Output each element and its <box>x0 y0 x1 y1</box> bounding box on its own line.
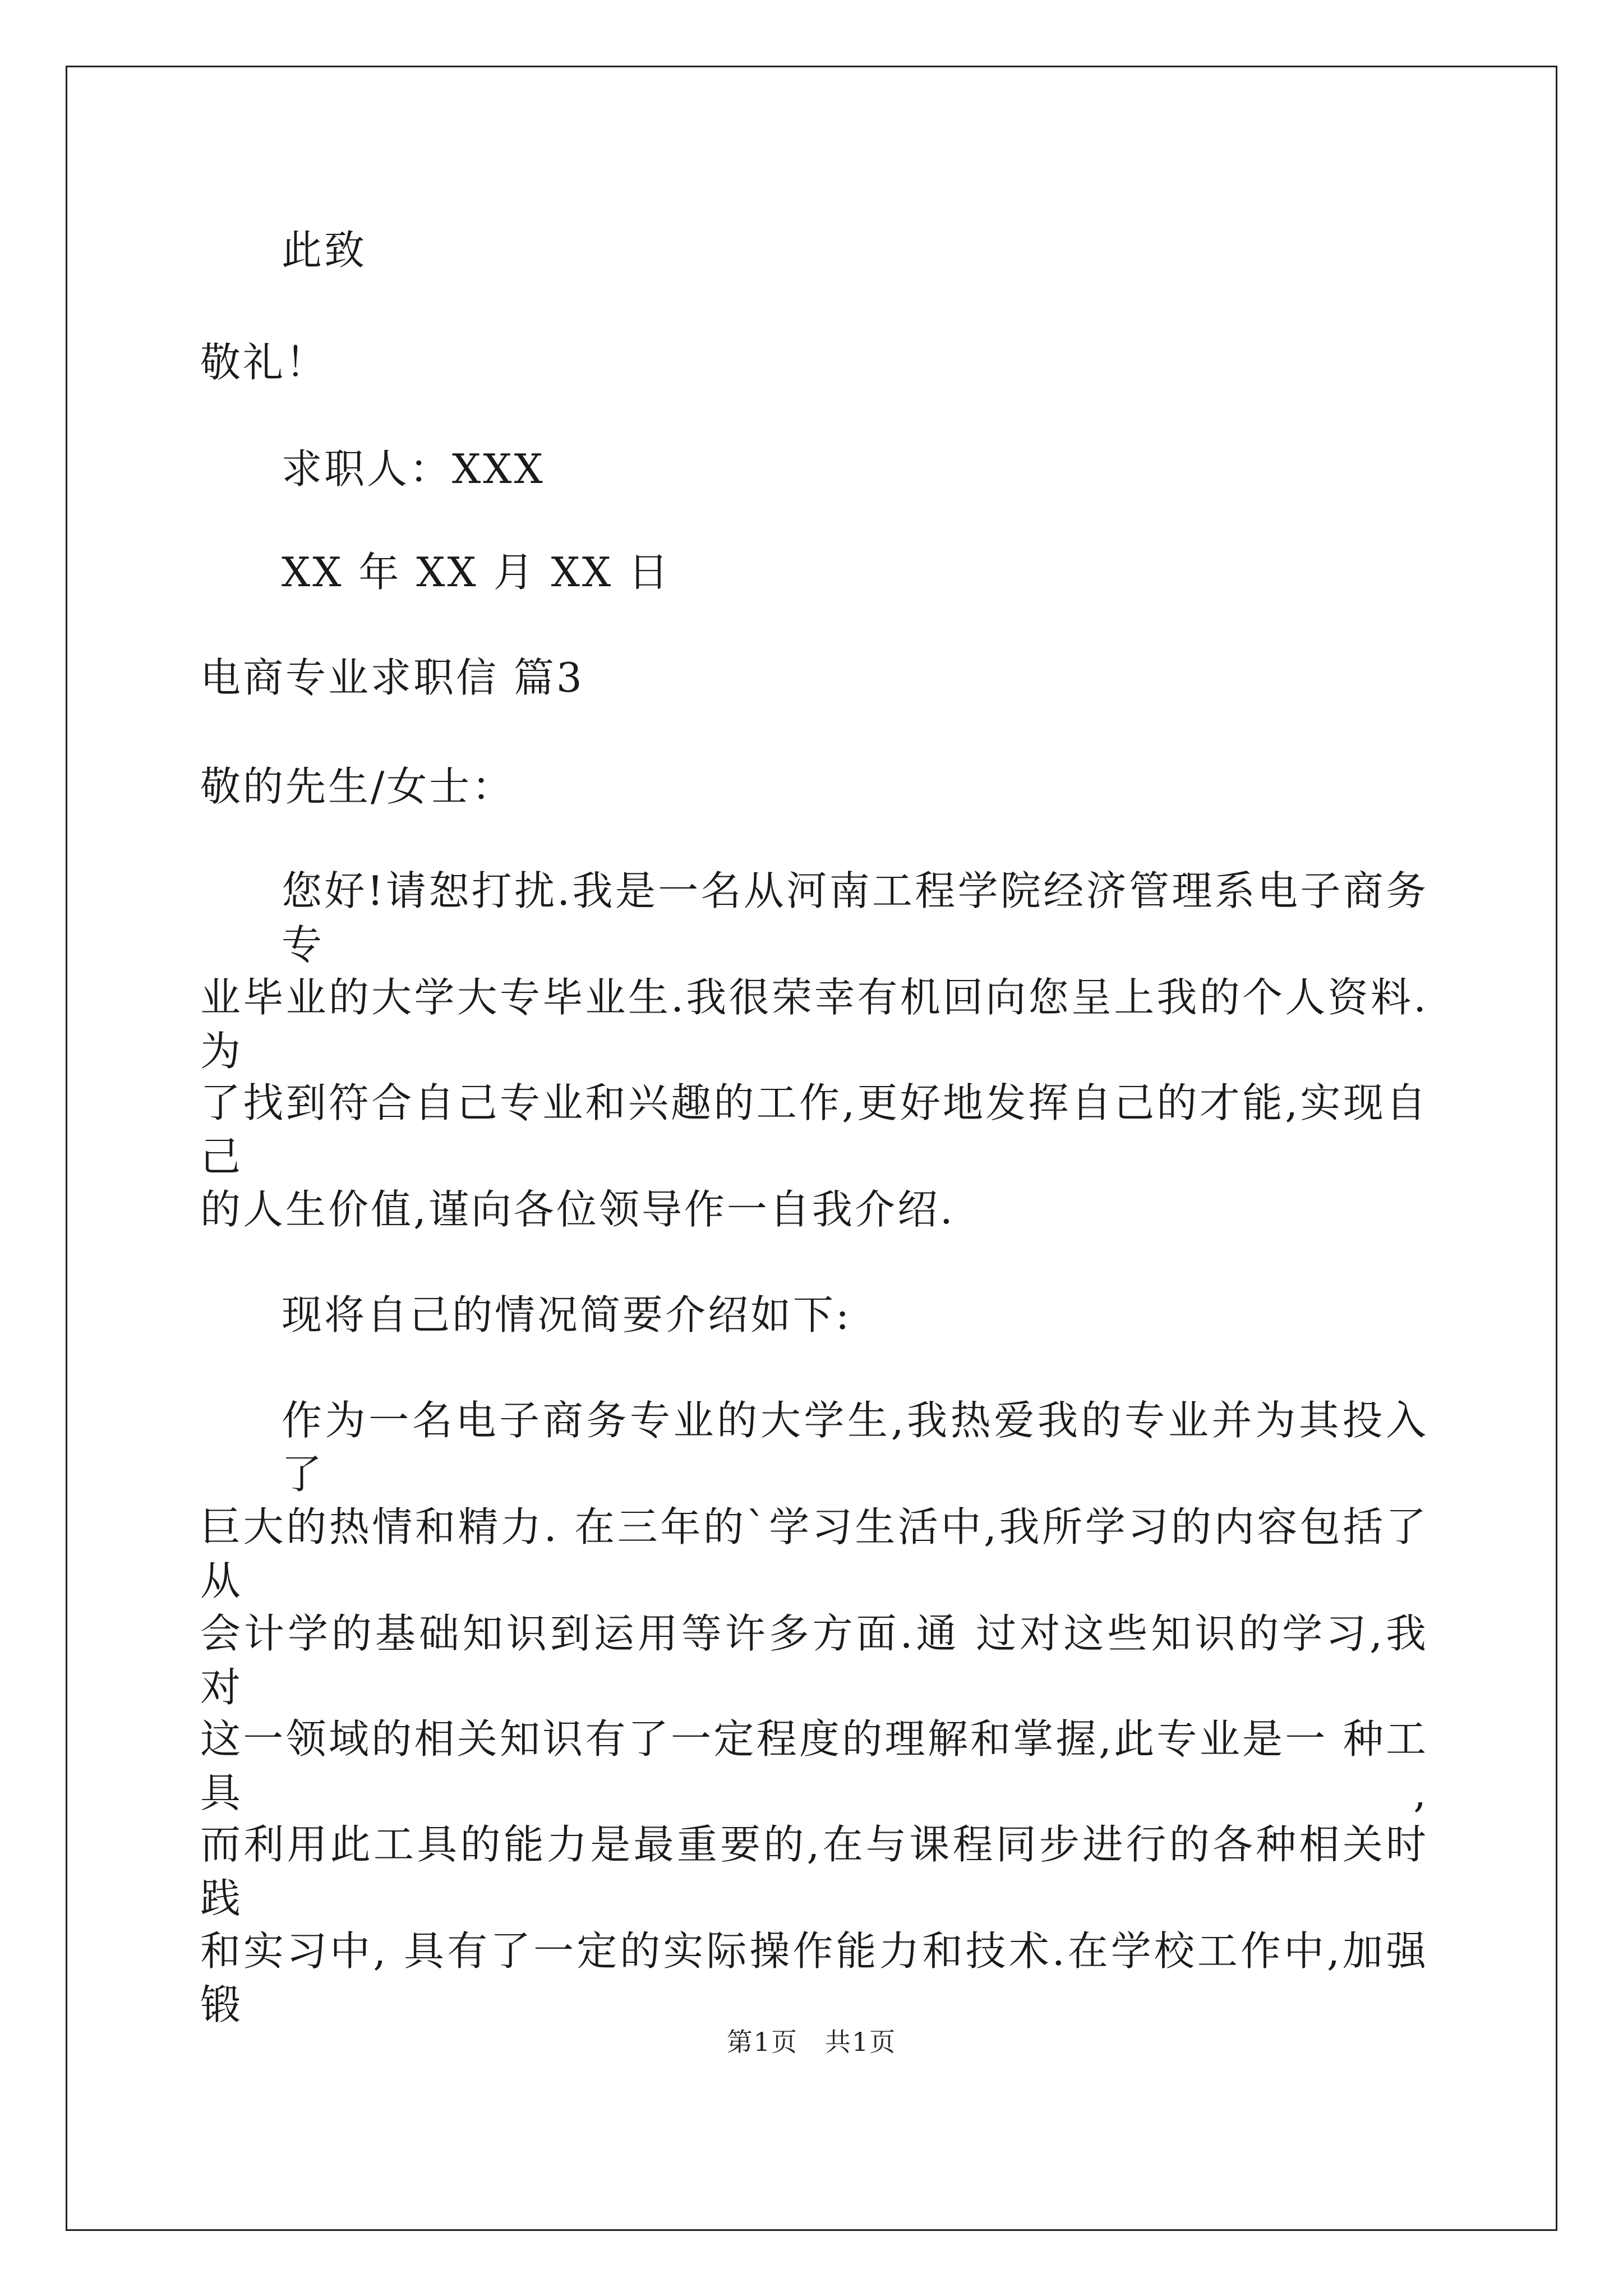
paragraph1-line: 了找到符合自己专业和兴趣的工作,更好地发挥自己的才能,实现自己 <box>200 1079 1428 1180</box>
paragraph1-line: 您好!请恕打扰.我是一名从河南工程学院经济管理系电子商务专 <box>282 867 1428 968</box>
paragraph3-line: 作为一名电子商务专业的大学生,我热爱我的专业并为其投入了 <box>282 1397 1428 1498</box>
paragraph1-line: 的人生价值,谨向各位领导作一自我介绍. <box>200 1186 955 1233</box>
paragraph1-line: 业毕业的大学大专毕业生.我很荣幸有机回向您呈上我的个人资料.为 <box>200 974 1428 1075</box>
paragraph2: 现将自己的情况简要介绍如下: <box>282 1291 852 1338</box>
section-heading: 电商专业求职信 篇3 <box>200 654 584 701</box>
closing-regards: 敬礼！ <box>200 339 329 386</box>
paragraph3-line: 会计学的基础知识到运用等许多方面.通 过对这些知识的学习,我对 <box>200 1610 1428 1711</box>
greeting: 敬的先生/女士： <box>200 763 515 810</box>
paragraph3-line: 而利用此工具的能力是最重要的,在与课程同步进行的各种相关时践 <box>200 1821 1428 1922</box>
applicant-signature: 求职人：XXX <box>282 445 545 493</box>
paragraph3-line: 和实习中, 具有了一定的实际操作能力和技术.在学校工作中,加强锻 <box>200 1927 1428 2028</box>
page-footer: 第1页 共1页 <box>726 2027 897 2057</box>
letter-date: XX 年 XX 月 XX 日 <box>282 549 671 596</box>
paragraph3-line: 巨大的热情和精力. 在三年的`学习生活中,我所学习的内容包括了从 <box>200 1503 1428 1604</box>
paragraph3-line: 这一领域的相关知识有了一定程度的理解和掌握,此专业是一 种工具, <box>200 1715 1428 1816</box>
closing-salutation: 此致 <box>282 227 367 274</box>
